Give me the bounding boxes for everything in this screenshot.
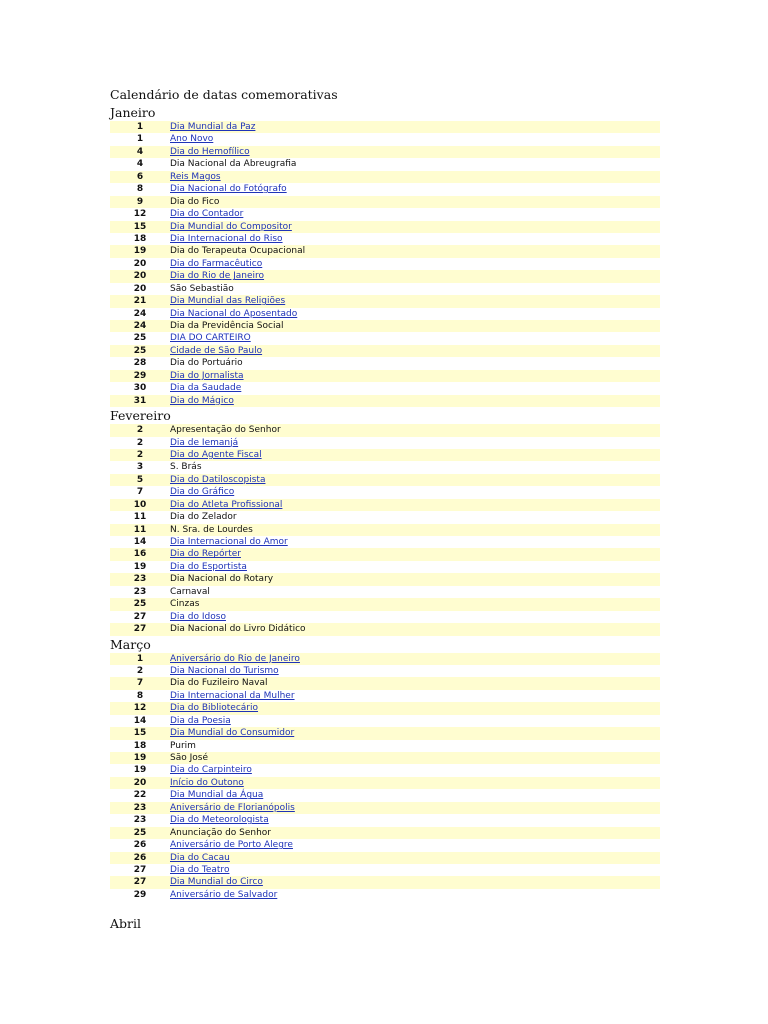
event-link[interactable]: Aniversário de Porto Alegre — [170, 840, 293, 851]
event-link[interactable]: Dia Mundial das Religiões — [170, 296, 286, 307]
table-row — [110, 889, 660, 901]
day-number: 12 — [133, 209, 147, 220]
table-row — [110, 789, 660, 801]
document-title: Calendário de datas comemorativas — [110, 87, 338, 102]
event-link[interactable]: Dia da Poesia — [170, 715, 231, 726]
event-label: Purim — [170, 740, 196, 751]
event-link[interactable]: Dia Internacional do Riso — [170, 233, 283, 244]
event-label: Dia do Terapeuta Ocupacional — [170, 246, 306, 257]
table-row — [110, 357, 660, 369]
event-link[interactable]: Dia do Esportista — [170, 561, 247, 572]
event-link[interactable]: Dia do Datiloscopista — [170, 474, 266, 485]
day-number: 15 — [133, 221, 147, 232]
event-link[interactable]: Dia do Bibliotecário — [170, 703, 259, 714]
table-row — [110, 233, 660, 245]
table-row — [110, 802, 660, 814]
event-label: Dia do Fuzileiro Naval — [170, 678, 268, 689]
event-label: Carnaval — [170, 586, 210, 597]
table-row — [110, 320, 660, 332]
day-number: 1 — [136, 134, 144, 145]
table-row — [110, 511, 660, 523]
table-row — [110, 702, 660, 714]
event-label: São José — [170, 753, 208, 763]
table-row — [110, 308, 660, 320]
event-label: Dia da Previdência Social — [170, 321, 284, 331]
event-link[interactable]: Dia Mundial do Consumidor — [170, 728, 295, 739]
table-row — [110, 146, 660, 158]
day-number: 25 — [133, 333, 147, 344]
month-heading: Abril — [110, 916, 141, 932]
day-number: 4 — [136, 146, 144, 157]
day-number: 14 — [133, 537, 147, 547]
day-number: 19 — [133, 753, 147, 763]
table-row — [110, 245, 660, 257]
table-row — [110, 653, 660, 665]
event-link[interactable]: DIA DO CARTEIRO — [170, 333, 251, 344]
event-link[interactable]: Dia do Atleta Profissional — [170, 499, 283, 510]
event-label: Dia Nacional da Abreugrafia — [170, 159, 297, 170]
calendar-body — [110, 104, 660, 932]
table-row — [110, 121, 660, 133]
event-link[interactable]: Dia do Gráfico — [170, 487, 235, 498]
event-link[interactable]: Dia do Idoso — [170, 611, 226, 622]
event-label: São Sebastião — [170, 283, 234, 294]
table-row — [110, 715, 660, 727]
table-row — [110, 740, 660, 752]
table-row — [110, 382, 660, 394]
event-link[interactable]: Dia do Hemofílico — [170, 146, 250, 157]
month-table — [110, 653, 660, 902]
table-row — [110, 598, 660, 610]
day-number: 24 — [133, 321, 147, 331]
event-label: S. Brás — [170, 462, 202, 473]
event-link[interactable]: Dia Mundial da Paz — [170, 122, 256, 132]
day-number: 18 — [133, 233, 147, 244]
table-row — [110, 777, 660, 789]
event-label: Cinzas — [170, 599, 200, 610]
table-row — [110, 690, 660, 702]
day-number: 26 — [133, 852, 147, 863]
day-number: 20 — [133, 283, 147, 294]
event-link[interactable]: Dia da Saudade — [170, 383, 242, 394]
day-number: 18 — [133, 740, 147, 751]
day-number: 30 — [133, 383, 147, 394]
table-row — [110, 548, 660, 560]
table-row — [110, 270, 660, 282]
table-row — [110, 677, 660, 689]
event-link[interactable]: Dia Internacional do Amor — [170, 537, 288, 547]
event-link[interactable]: Dia do Carpinteiro — [170, 765, 252, 776]
event-label: N. Sra. de Lourdes — [170, 524, 253, 535]
event-link[interactable]: Dia Mundial do Compositor — [170, 221, 292, 232]
event-link[interactable]: Dia do Repórter — [170, 549, 241, 560]
event-label: Apresentação do Senhor — [170, 425, 281, 436]
event-link[interactable]: Dia do Contador — [170, 209, 244, 220]
event-link[interactable]: Início do Outono — [170, 777, 244, 788]
day-number: 27 — [133, 624, 147, 635]
event-label: Dia do Portuário — [170, 358, 243, 369]
event-link[interactable]: Aniversário de Salvador — [170, 889, 278, 900]
table-row — [110, 133, 660, 145]
event-link[interactable]: Dia do Mágico — [170, 395, 234, 406]
month-heading: Março — [110, 636, 151, 652]
event-link[interactable]: Dia do Farmacêutico — [170, 258, 263, 269]
day-number: 27 — [133, 877, 147, 888]
event-label: Dia Nacional do Rotary — [170, 574, 274, 585]
table-row — [110, 499, 660, 511]
table-row — [110, 839, 660, 851]
table-row — [110, 295, 660, 307]
table-row — [110, 183, 660, 195]
day-number: 26 — [133, 840, 147, 851]
day-number: 21 — [133, 296, 147, 307]
event-link[interactable]: Dia Nacional do Fotógrafo — [170, 184, 287, 195]
day-number: 25 — [133, 599, 147, 610]
table-row — [110, 345, 660, 357]
month-table — [110, 121, 660, 407]
event-link[interactable]: Dia Mundial do Circo — [170, 877, 263, 888]
day-number: 24 — [133, 308, 147, 319]
table-row — [110, 258, 660, 270]
event-link[interactable]: Ano Novo — [170, 134, 214, 145]
event-link[interactable]: Dia do Meteorologista — [170, 815, 269, 826]
table-row — [110, 586, 660, 598]
table-row — [110, 171, 660, 183]
event-link[interactable]: Aniversário de Florianópolis — [170, 802, 295, 813]
day-number: 19 — [133, 561, 147, 572]
day-number: 22 — [133, 790, 147, 801]
table-row — [110, 623, 660, 635]
event-link[interactable]: Dia Nacional do Turismo — [170, 665, 279, 676]
table-row — [110, 461, 660, 473]
event-label: Dia Nacional do Livro Didático — [170, 624, 306, 635]
table-row — [110, 573, 660, 585]
day-number: 31 — [133, 395, 147, 406]
day-number: 23 — [133, 802, 147, 813]
event-link[interactable]: Dia do Agente Fiscal — [170, 449, 262, 460]
month-heading: Fevereiro — [110, 408, 171, 424]
day-number: 12 — [133, 703, 147, 714]
document-page — [110, 86, 660, 932]
day-number: 29 — [133, 889, 147, 900]
day-number: 20 — [133, 777, 147, 788]
table-row — [110, 864, 660, 876]
day-number: 7 — [136, 487, 144, 498]
day-number: 19 — [133, 765, 147, 776]
table-row — [110, 395, 660, 407]
event-link[interactable]: Dia de Iemanjá — [170, 437, 239, 448]
day-number: 28 — [133, 358, 147, 369]
table-row — [110, 424, 660, 436]
event-link[interactable]: Cidade de São Paulo — [170, 345, 263, 356]
day-number: 8 — [136, 184, 144, 195]
event-link[interactable]: Dia Internacional da Mulher — [170, 690, 295, 701]
day-number: 16 — [133, 549, 147, 560]
event-label: Dia do Fico — [170, 196, 220, 207]
day-number: 27 — [133, 611, 147, 622]
table-row — [110, 524, 660, 536]
day-number: 8 — [136, 690, 144, 701]
day-number: 19 — [133, 246, 147, 257]
event-link[interactable]: Aniversário do Rio de Janeiro — [170, 653, 300, 664]
day-number: 27 — [133, 864, 147, 875]
day-number: 20 — [133, 271, 147, 282]
event-link[interactable]: Dia Mundial da Água — [170, 790, 264, 801]
day-number: 29 — [133, 370, 147, 381]
day-number: 25 — [133, 827, 147, 838]
table-row — [110, 814, 660, 826]
day-number: 2 — [136, 665, 144, 676]
table-row — [110, 611, 660, 623]
month-heading: Janeiro — [110, 105, 156, 120]
event-link[interactable]: Reis Magos — [170, 171, 221, 182]
day-number: 5 — [136, 474, 144, 485]
table-row — [110, 221, 660, 233]
table-row — [110, 208, 660, 220]
table-row — [110, 764, 660, 776]
event-link[interactable]: Dia do Rio de Janeiro — [170, 271, 265, 282]
event-label: Anunciação do Senhor — [170, 827, 272, 838]
day-number: 9 — [136, 196, 144, 207]
event-link[interactable]: Dia do Jornalista — [170, 370, 244, 381]
table-row — [110, 727, 660, 739]
day-number: 15 — [133, 728, 147, 739]
table-row — [110, 852, 660, 864]
table-row — [110, 283, 660, 295]
day-number: 2 — [136, 425, 144, 436]
month-table — [110, 424, 660, 635]
day-number: 25 — [133, 345, 147, 356]
table-row — [110, 332, 660, 344]
event-link[interactable]: Dia Nacional do Aposentado — [170, 308, 298, 319]
day-number: 1 — [136, 653, 144, 664]
table-row — [110, 370, 660, 382]
day-number: 3 — [136, 462, 144, 473]
day-number: 23 — [133, 574, 147, 585]
day-number: 11 — [133, 512, 147, 523]
table-row — [110, 827, 660, 839]
table-row — [110, 665, 660, 677]
day-number: 14 — [133, 715, 147, 726]
table-row — [110, 158, 660, 170]
table-row — [110, 449, 660, 461]
table-row — [110, 536, 660, 548]
day-number: 2 — [136, 437, 144, 448]
event-link[interactable]: Dia do Teatro — [170, 864, 230, 875]
table-row — [110, 437, 660, 449]
table-row — [110, 196, 660, 208]
table-row — [110, 561, 660, 573]
day-number: 1 — [136, 122, 144, 132]
table-row — [110, 876, 660, 888]
event-label: Dia do Zelador — [170, 512, 237, 523]
day-number: 23 — [133, 586, 147, 597]
day-number: 23 — [133, 815, 147, 826]
day-number: 11 — [133, 524, 147, 535]
day-number: 6 — [136, 171, 144, 182]
event-link[interactable]: Dia do Cacau — [170, 852, 230, 863]
day-number: 7 — [136, 678, 144, 689]
day-number: 10 — [133, 499, 147, 510]
day-number: 4 — [136, 159, 144, 170]
table-row — [110, 486, 660, 498]
day-number: 2 — [136, 449, 144, 460]
table-row — [110, 474, 660, 486]
day-number: 20 — [133, 258, 147, 269]
table-row — [110, 752, 660, 764]
